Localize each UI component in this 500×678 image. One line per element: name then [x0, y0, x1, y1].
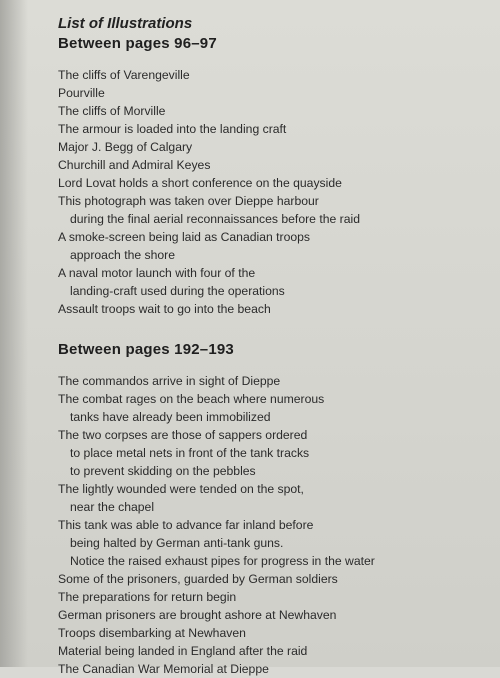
list-item-text: Some of the prisoners, guarded by German soldiers — [58, 572, 338, 586]
list-item-text: The two corpses are those of sappers ordered — [58, 428, 308, 442]
list-item-text: The armour is loaded into the landing craft — [58, 122, 287, 136]
list-item-text: A smoke-screen being laid as Canadian troops — [58, 230, 311, 244]
list-item-text: Assault troops wait to go into the beach — [58, 302, 271, 316]
list-item — [58, 480, 488, 516]
list-item — [58, 642, 488, 660]
list-item-text: The combat rages on the beach where numerous — [58, 392, 325, 406]
list-item-continuation: near the chapel — [70, 500, 155, 514]
list-item — [58, 570, 488, 588]
list-item — [58, 228, 488, 264]
list-item-continuation: landing-craft used during the operations — [70, 284, 285, 298]
list-item — [58, 516, 488, 570]
list-item — [58, 66, 488, 84]
list-item-continuation: to place metal nets in front of the tank tracks — [70, 446, 310, 460]
list-item-text: This tank was able to advance far inland before — [58, 518, 314, 532]
page-content — [58, 14, 488, 678]
list-item — [58, 120, 488, 138]
list-item-continuation: during the final aerial reconnaissances before the raid — [70, 212, 360, 226]
list-item-continuation: Notice the raised exhaust pipes for progress in the water — [70, 554, 375, 568]
section-heading-1: Between pages 96–97 — [58, 35, 217, 52]
list-item-continuation: to prevent skidding on the pebbles — [70, 464, 256, 478]
list-item-text: The lightly wounded were tended on the spot, — [58, 482, 304, 496]
list-item-text: Churchill and Admiral Keyes — [58, 158, 211, 172]
list-item — [58, 138, 488, 156]
list-item — [58, 174, 488, 192]
list-item — [58, 624, 488, 642]
list-item-text: The cliffs of Morville — [58, 104, 166, 118]
list-item-continuation: being halted by German anti-tank guns. — [70, 536, 284, 550]
list-item — [58, 660, 488, 678]
list-item — [58, 606, 488, 624]
list-item — [58, 102, 488, 120]
list-item-continuation: tanks have already been immobilized — [70, 410, 271, 424]
list-item-text: The Canadian War Memorial at Dieppe — [58, 662, 269, 676]
list-item-text: This photograph was taken over Dieppe harbour — [58, 194, 319, 208]
page-title: List of Illustrations — [58, 15, 193, 32]
list-item-text: Material being landed in England after the raid — [58, 644, 308, 658]
list-item — [58, 300, 488, 318]
list-item — [58, 156, 488, 174]
illustration-list-2 — [58, 372, 488, 678]
list-item — [58, 372, 488, 390]
list-item-text: Pourville — [58, 86, 105, 100]
list-item-text: Major J. Begg of Calgary — [58, 140, 193, 154]
list-item-text: The preparations for return begin — [58, 590, 237, 604]
list-item — [58, 588, 488, 606]
page-gutter-shadow — [0, 0, 28, 667]
list-item-text: German prisoners are brought ashore at Newhaven — [58, 608, 337, 622]
list-item-text: Troops disembarking at Newhaven — [58, 626, 246, 640]
list-item-text: The cliffs of Varengeville — [58, 68, 190, 82]
list-item — [58, 84, 488, 102]
section-heading-2: Between pages 192–193 — [58, 341, 234, 358]
list-item — [58, 426, 488, 480]
list-item-text: A naval motor launch with four of the — [58, 266, 256, 280]
list-item — [58, 192, 488, 228]
list-item — [58, 390, 488, 426]
list-item-continuation: approach the shore — [70, 248, 176, 262]
list-item-text: Lord Lovat holds a short conference on the quayside — [58, 176, 342, 190]
list-item-text: The commandos arrive in sight of Dieppe — [58, 374, 281, 388]
list-item — [58, 264, 488, 300]
illustration-list-1 — [58, 66, 488, 318]
